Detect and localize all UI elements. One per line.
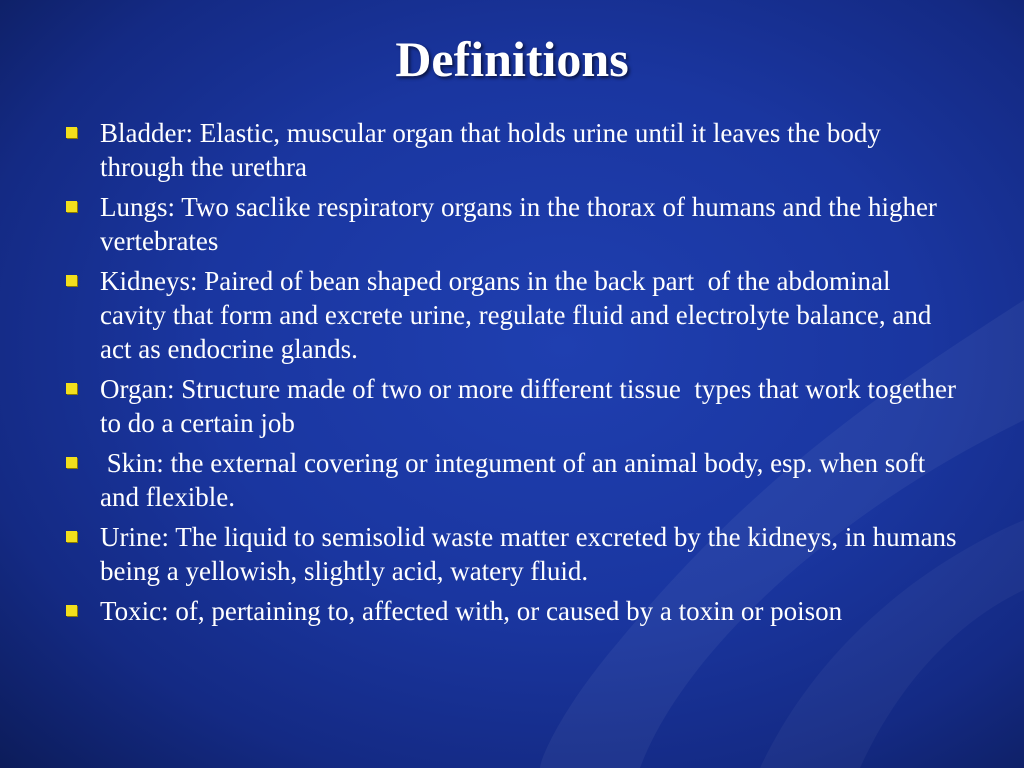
square-bullet-icon bbox=[66, 383, 77, 394]
square-bullet-icon bbox=[66, 531, 77, 542]
slide-title: Definitions bbox=[395, 31, 629, 87]
definition-kidneys: Kidneys: Paired of bean shaped organs in the back part of the abdominal cavity that form and excrete urine, regulate fluid and electrolyte balance, and act as endocrine glands. bbox=[100, 266, 939, 364]
definition-skin: Skin: the external covering or integument of an animal body, esp. when soft and flexible. bbox=[100, 448, 933, 512]
definition-toxic: Toxic: of, pertaining to, affected with, or caused by a toxin or poison bbox=[100, 596, 843, 626]
list-item bbox=[60, 372, 963, 440]
square-bullet-icon bbox=[66, 201, 77, 212]
list-item bbox=[60, 190, 960, 258]
list-item bbox=[60, 594, 960, 628]
list-item bbox=[60, 116, 960, 184]
list-item bbox=[60, 264, 960, 366]
definition-lungs: Lungs: Two saclike respiratory organs in the thorax of humans and the higher vertebrates bbox=[100, 192, 944, 256]
list-item bbox=[60, 446, 960, 514]
square-bullet-icon bbox=[66, 457, 77, 468]
definition-urine: Urine: The liquid to semisolid waste matter excreted by the kidneys, in humans being a yellowish, slightly acid, watery fluid. bbox=[100, 522, 964, 586]
definitions-list bbox=[60, 116, 964, 634]
square-bullet-icon bbox=[66, 275, 77, 286]
square-bullet-icon bbox=[66, 605, 77, 616]
square-bullet-icon bbox=[66, 127, 77, 138]
definition-organ: Organ: Structure made of two or more different tissue types that work together to do a certain job bbox=[100, 374, 963, 438]
list-item bbox=[60, 520, 964, 588]
definition-bladder: Bladder: Elastic, muscular organ that holds urine until it leaves the body through the urethra bbox=[100, 118, 888, 182]
